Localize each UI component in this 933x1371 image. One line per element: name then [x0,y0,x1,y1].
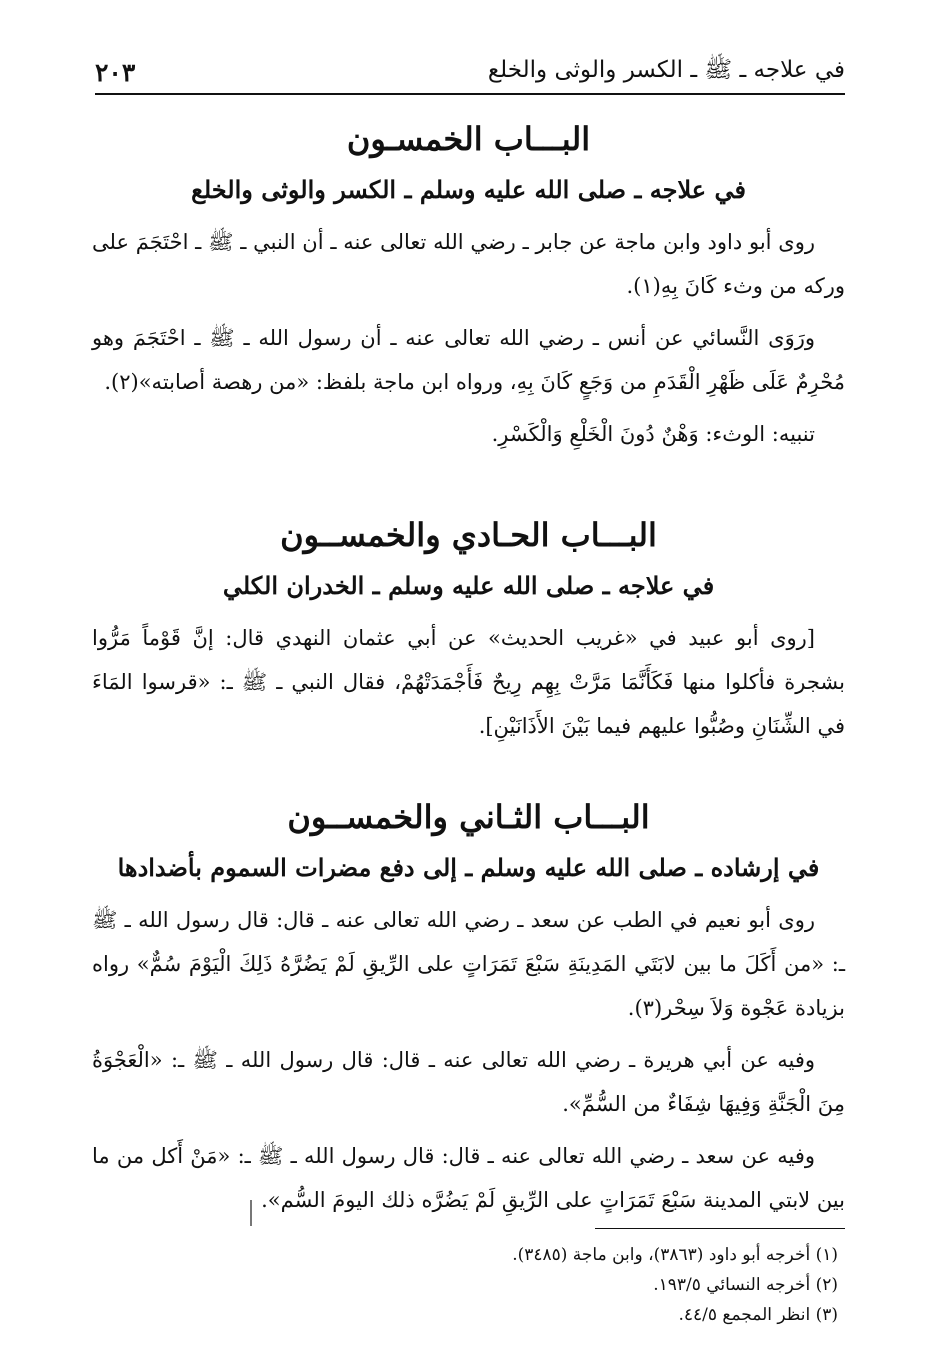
chapter-subtitle: في إرشاده ـ صلى الله عليه وسلم ـ إلى دفع مضرات السموم بأضدادها [117,853,820,882]
paragraph: روى أبو داود وابن ماجة عن جابر ـ رضي الله تعالى عنه ـ أن النبي ـ ﷺ ـ احْتَجَمَ على وركه من وثء كَانَ بِهِ(١). [92,230,845,298]
page-content [92,108,845,1230]
chapter-subtitle: في علاجه ـ صلى الله عليه وسلم ـ الخدران الكلي [222,571,715,600]
chapter-title: البـــاب الخمسـون [346,120,591,158]
section-spacer [92,464,845,504]
footnote: (١) أخرجه أبو داود (٣٨٦٣)، وابن ماجة (٣٤٨٥). [512,1245,838,1265]
chapter-51 [92,512,845,748]
footnotes [95,1240,838,1330]
chapter-50 [92,116,845,456]
chapter-52 [92,794,845,1222]
note-paragraph: تنبيه: الوثء: وَهْنٌ دُونَ الْخَلْعِ وَالْكَسْرِ. [491,422,815,446]
section-spacer [92,756,845,786]
running-header [95,52,845,92]
chapter-title: البـــاب الثـاني والخمســون [287,798,650,836]
paragraph: روى أبو نعيم في الطب عن سعد ـ رضي الله تعالى عنه ـ قال: قال رسول الله ـ ﷺ ـ: «من أَكَلَ ما بين لابَتَي المَدِينَةِ سَبْعَ تَمَرَاتٍ على الرِّيقِ لَمْ يَضُرَّهُ ذَلِكَ الْيَوْمَ سُمٌّ» رواه بزيادة عَجْوة وَلاَ سِحْر(٣). [92,908,845,1020]
footnote-rule [595,1228,845,1229]
chapter-title: البـــاب الحـادي والخمســون [280,516,657,554]
paragraph: ورَوَى النَّسائي عن أنس ـ رضي الله تعالى عنه ـ أن رسول الله ـ ﷺ ـ احْتَجَمَ وهو مُحْرِمٌ عَلَى ظَهْرِ الْقَدَمِ من وَجَعٍ كَانَ بِهِ، ورواه ابن ماجة بلفظ: «من رهصة أصابته»(٢). [92,326,845,394]
running-title: في علاجه ـ ﷺ ـ الكسر والوثى والخلع [487,57,845,83]
header-rule [95,93,845,95]
footnote: (٣) انظر المجمع ٤٤/٥. [678,1305,838,1325]
margin-mark [250,1200,252,1226]
paragraph: [روى أبو عبيد في «غريب الحديث» عن أبي عثمان النهدي قال: إنَّ قَوْماً مَرُّوا بشجرة فأكلوا منها فَكَأَنَّمَا مَرَّتْ بِهِم رِيحٌ فَأَجْمَدَتْهُمْ، فقال النبي ـ ﷺ ـ: «قرسوا المَاءَ في الشِّنَانِ وصُبُّوا عليهم فيما بَيْنَ الأَذَانَيْنِ]. [92,626,845,738]
paragraph: وفيه عن سعد ـ رضي الله تعالى عنه ـ قال: قال رسول الله ـ ﷺ ـ: «مَنْ أَكل من ما بين لابتي المدينة سَبْعَ تَمَرَاتٍ على الرِّيقِ لَمْ يَضُرَّه ذلك اليومَ السُّم». [92,1144,845,1212]
paragraph: وفيه عن أبي هريرة ـ رضي الله تعالى عنه ـ قال: قال رسول الله ـ ﷺ ـ: «الْعَجْوَةُ مِنَ الْجَنَّةِ وَفِيهَا شِفَاءٌ من السُّمِّ». [92,1048,845,1116]
footnote: (٢) أخرجه النسائي ١٩٣/٥. [653,1275,838,1295]
chapter-subtitle: في علاجه ـ صلى الله عليه وسلم ـ الكسر والوثى والخلع [191,175,746,204]
page-number: ٢٠٣ [95,57,136,87]
